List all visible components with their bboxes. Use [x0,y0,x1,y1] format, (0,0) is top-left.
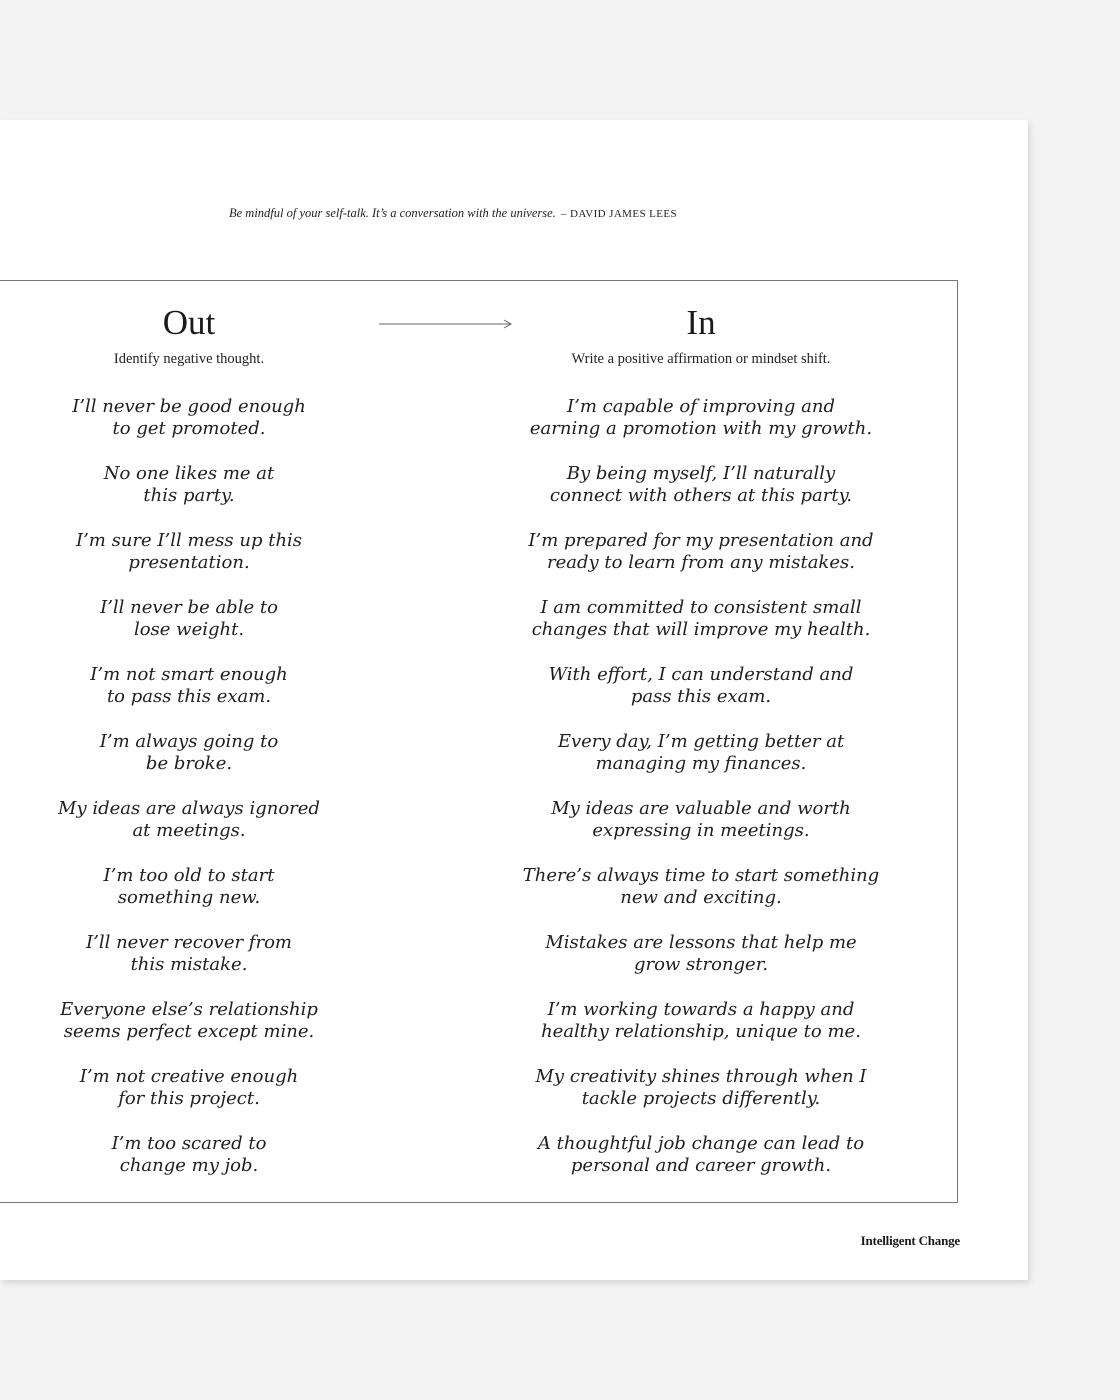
affirmation: Mistakes are lessons that help me grow stronger. [545,932,857,975]
affirmation: Every day, I’m getting better at managing my finances. [557,731,845,774]
affirmation: A thoughtful job change can lead to personal and career growth. [537,1133,865,1176]
negative-thought: I’ll never recover from this mistake. [86,932,292,975]
affirmation: I’m prepared for my presentation and ready to learn from any mistakes. [528,530,874,573]
negative-thought: I’ll never be able to lose weight. [100,597,278,640]
negative-thought: My ideas are always ignored at meetings. [58,798,320,841]
affirmation: My creativity shines through when I tackle projects differently. [535,1066,867,1109]
negative-thought: I’m too scared to change my job. [111,1133,267,1176]
affirmations-list [451,396,951,1200]
affirmation: I’m capable of improving and earning a promotion with my growth. [529,396,873,439]
in-subtitle: Write a positive affirmation or mindset shift. [571,351,831,367]
out-subtitle: Identify negative thought. [113,351,265,367]
quote-text: Be mindful of your self-talk. It’s a conversation with the universe. [228,206,556,220]
negative-thought: I’ll never be good enough to get promoted. [72,396,306,439]
negative-thought: I’m not smart enough to pass this exam. [90,664,288,707]
worksheet-page [0,120,1028,1280]
negative-thoughts-list [0,396,379,1200]
negative-thought: I’m always going to be broke. [99,731,279,774]
quote [0,206,906,221]
affirmation: With effort, I can understand and pass this exam. [548,664,854,707]
affirmation: I am committed to consistent small changes that will improve my health. [531,597,871,640]
quote-author: – DAVID JAMES LEES [560,208,678,220]
negative-thought: I’m sure I’ll mess up this presentation. [75,530,303,573]
negative-thought: No one likes me at this party. [103,463,275,506]
negative-thought: I’m too old to start something new. [103,865,275,908]
negative-thought: Everyone else’s relationship seems perfect except mine. [60,999,318,1042]
out-column-header [0,301,379,368]
negative-thought: I’m not creative enough for this project. [79,1066,299,1109]
affirmation: There’s always time to start something new and exciting. [522,865,880,908]
brand-logo: Intelligent Change [860,1233,960,1248]
in-column-header [451,301,951,368]
in-title: In [686,303,716,342]
affirmation: I’m working towards a happy and healthy relationship, unique to me. [541,999,861,1042]
out-in-panel [0,280,958,1203]
affirmation: My ideas are valuable and worth expressing in meetings. [551,798,851,841]
out-title: Out [162,303,216,342]
affirmation: By being myself, I’ll naturally connect with others at this party. [549,463,853,506]
